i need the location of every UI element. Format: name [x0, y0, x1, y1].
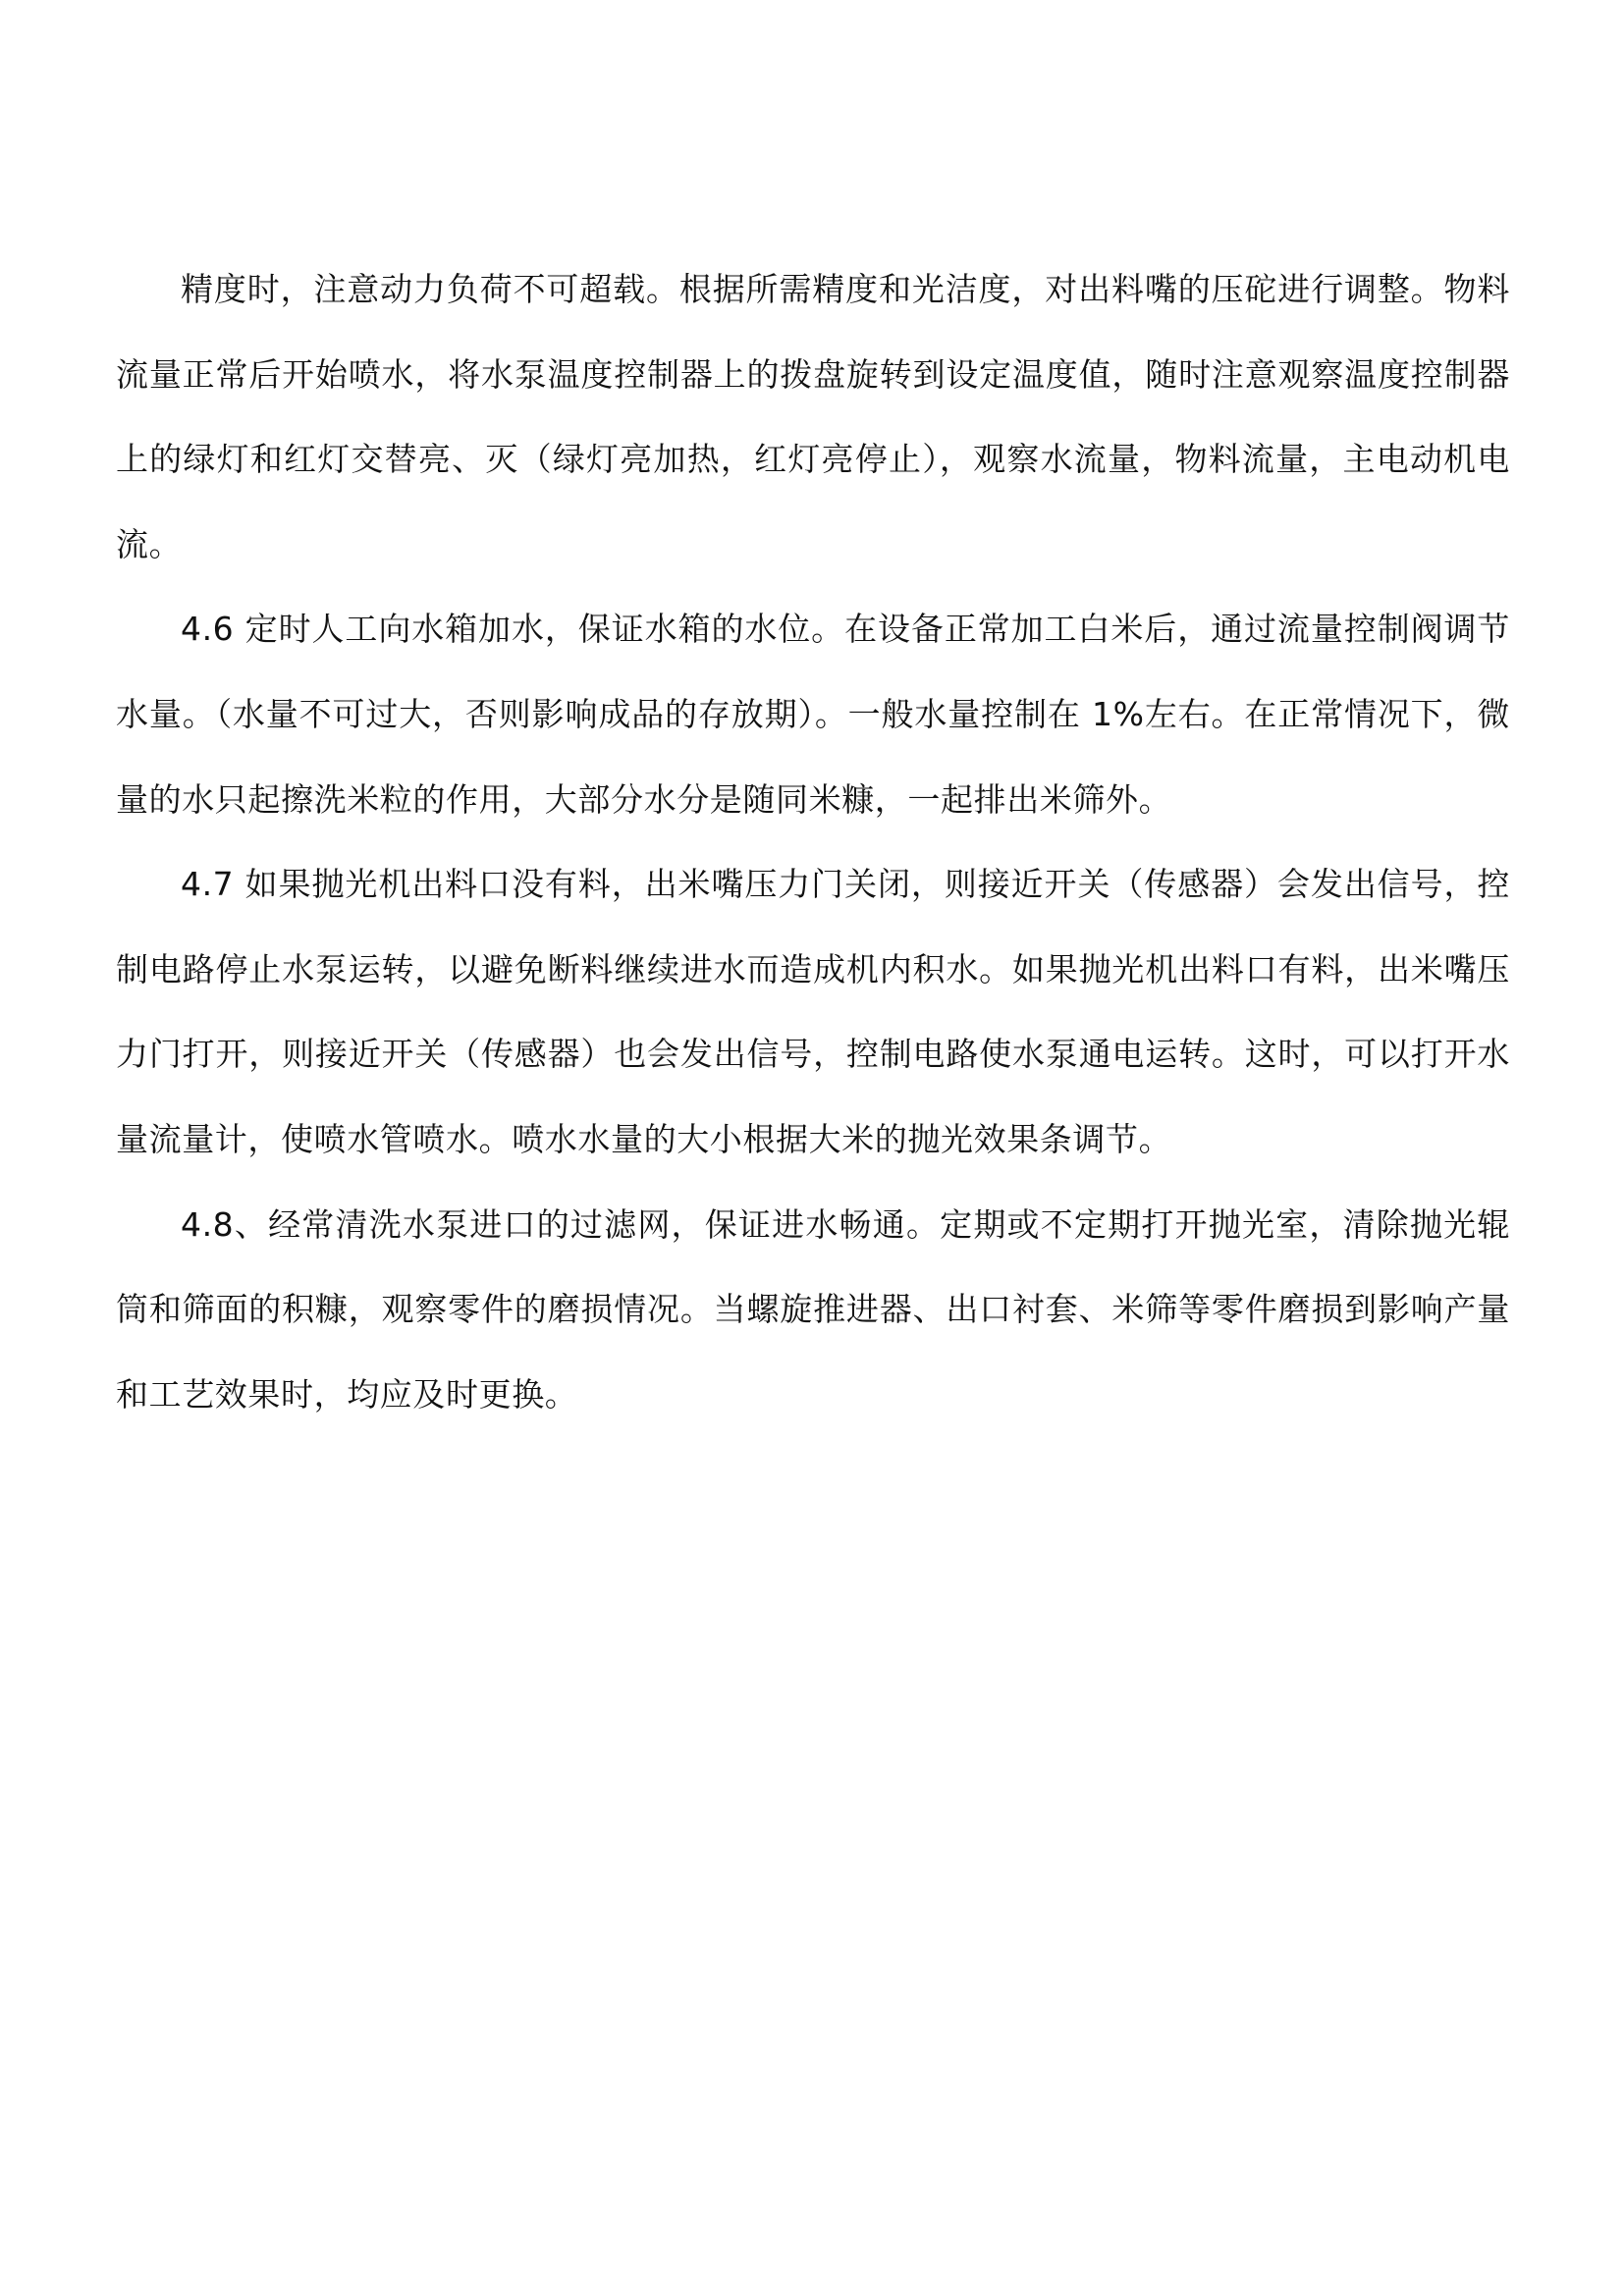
paragraph-4-8-filter-cleaning: 4.8、经常清洗水泵进口的过滤网，保证进水畅通。定期或不定期打开抛光室，清除抛光辊筒和筛面的积糠，观察零件的磨损情况。当螺旋推进器、出口衬套、米筛等零件磨损到影响产量和工艺效果时，均应及时更换。 [116, 1204, 1510, 1414]
paragraph-4-6-water-tank: 4.6 定时人工向水箱加水，保证水箱的水位。在设备正常加工白米后，通过流量控制阀调节水量。（水量不可过大，否则影响成品的存放期）。一般水量控制在 1%左右。在正常情况下，微量的水只起擦洗米粒的作用，大部分水分是随同米糠，一起排出米筛外。 [116, 610, 1510, 819]
paragraph-4-7-proximity-switch: 4.7 如果抛光机出料口没有料，出米嘴压力门关闭，则接近开关（传感器）会发出信号，控制电路停止水泵运转，以避免断料继续进水而造成机内积水。如果抛光机出料口有料，出米嘴压力门打开，则接近开关（传感器）也会发出信号，控制电路使水泵通电运转。这时，可以打开水量流量计，使喷水管喷水。喷水水量的大小根据大米的抛光效果条调节。 [116, 865, 1510, 1158]
paragraph-precision-adjustment: 精度时，注意动力负荷不可超载。根据所需精度和光洁度，对出料嘴的压砣进行调整。物料流量正常后开始喷水，将水泵温度控制器上的拨盘旋转到设定温度值，随时注意观察温度控制器上的绿灯和红灯交替亮、灭（绿灯亮加热，红灯亮停止），观察水流量，物料流量，主电动机电流。 [116, 270, 1510, 563]
document-page [116, 247, 1510, 1437]
